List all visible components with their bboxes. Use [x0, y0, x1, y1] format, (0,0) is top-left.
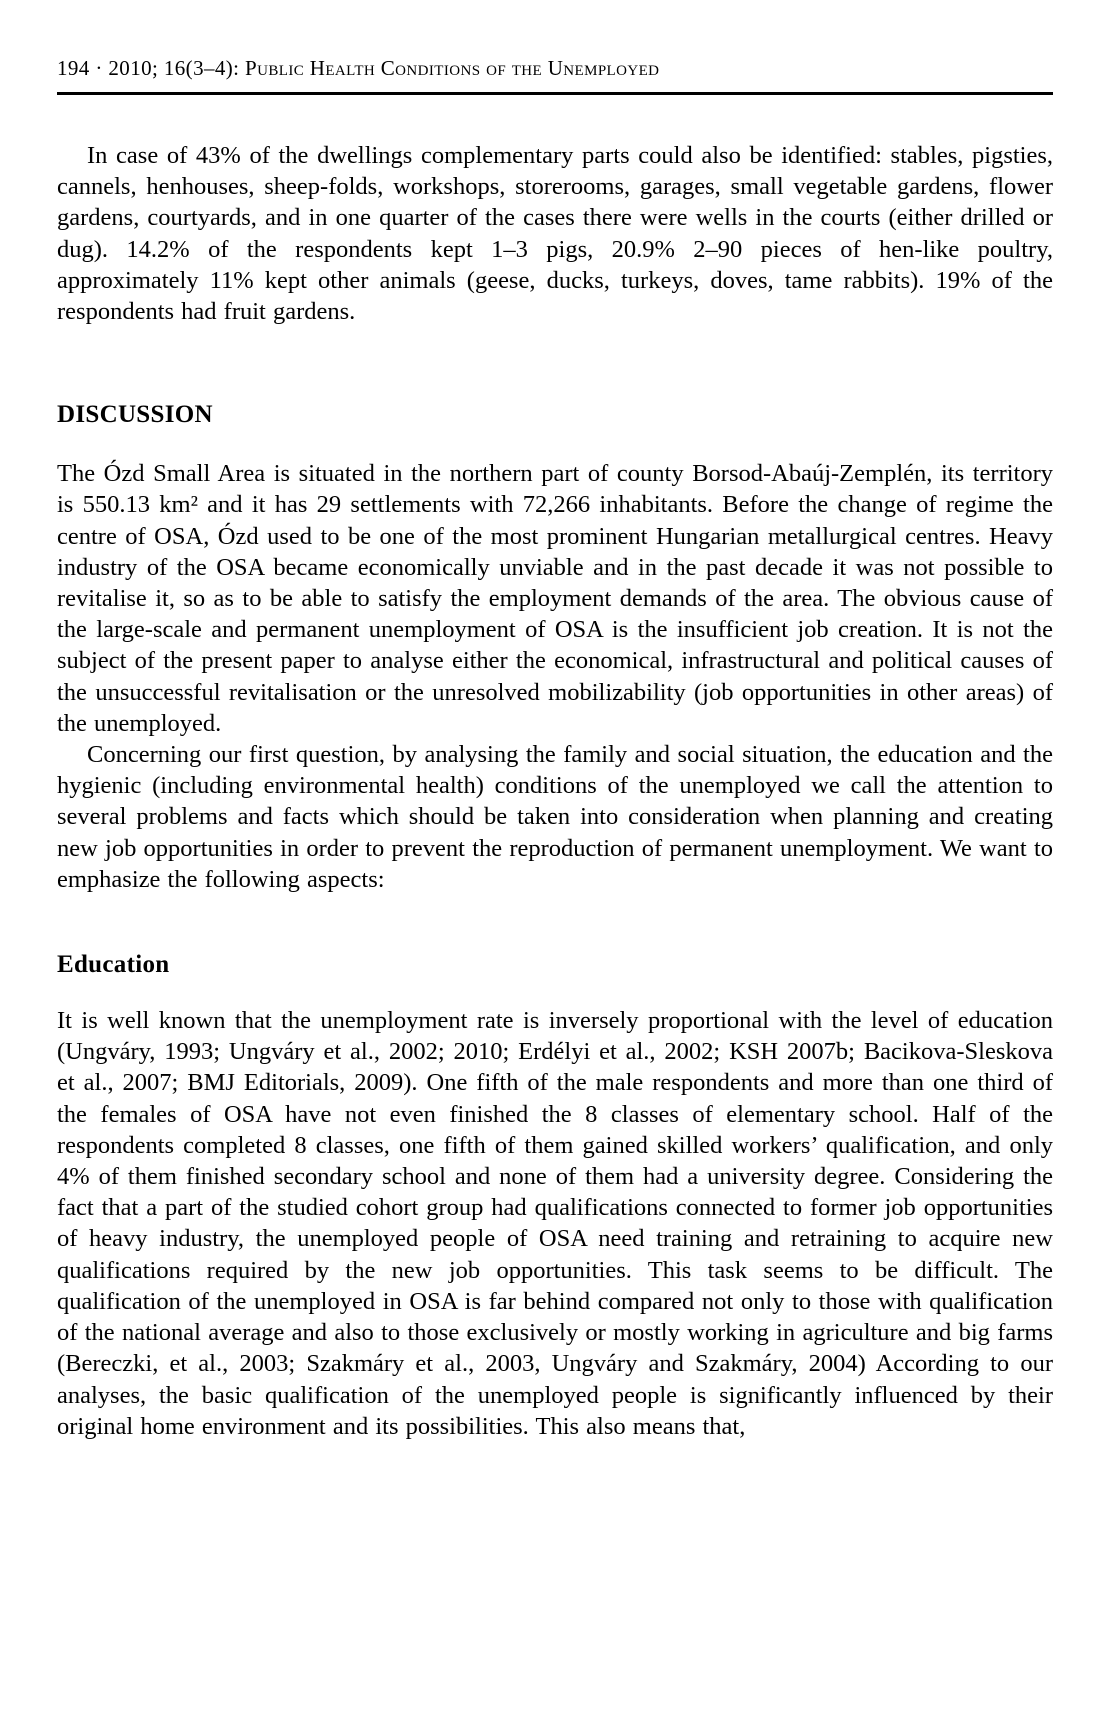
paragraph-education: It is well known that the unemployment rate is inversely proportional with the level of education (Ungváry, 1993; Ungváry et al., 2002; 2010; Erdélyi et al., 2002; KSH 2007b; Bacikova-Sleskova et al., 2007; BMJ Editorials, 2009). One fifth of the male respondents and more than one third of the females of OSA have not even finished the 8 classes of elementary school. Half of the respondents completed 8 classes, one fifth of them gained skilled workers’ qualification, and only 4% of them finished secondary school and none of them had a university degree. Considering the fact that a part of the studied cohort group had qualifications connected to former job opportunities of heavy industry, the unemployed people of OSA need training and retraining to acquire new qualifications required by the new job opportunities. This task seems to be difficult. The qualification of the unemployed in OSA is far behind compared not only to those with qualification of the national average and also to those exclusively or mostly working in agriculture and big farms (Bereczki, et al., 2003; Szakmáry et al., 2003, Ungváry and Szakmáry, 2004) According to our analyses, the basic qualification of the unemployed people is significantly influenced by their original home environment and its possibilities. This also means that,: [57, 1007, 1053, 1440]
page-content: [57, 56, 1053, 1442]
running-header: 194 · 2010; 16(3–4): Public Health Conditions of the Unemployed: [57, 56, 1053, 95]
discussion-heading: DISCUSSION: [57, 401, 213, 429]
paragraph-osa-overview: The Ózd Small Area is situated in the northern part of county Borsod-Abaúj-Zemplén, its territory is 550.13 km² and it has 29 settlements with 72,266 inhabitants. Before the change of regime the centre of OSA, Ózd used to be one of the most prominent Hungarian metallurgical centres. Heavy industry of the OSA became economically unviable and in the past decade it was not possible to revitalise it, so as to be able to satisfy the employment demands of the area. The obvious cause of the large-scale and permanent unemployment of OSA is the insufficient job creation. It is not the subject of the present paper to analyse either the economical, infrastructural and political causes of the unsuccessful revitalisation or the unresolved mobilizability (job opportunities in other areas) of the unemployed.: [57, 460, 1053, 737]
education-heading: Education: [57, 951, 170, 979]
paragraph-concerning-question: Concerning our first question, by analysing the family and social situation, the education and the hygienic (including environmental health) conditions of the unemployed we call the attention to several problems and facts which should be taken into consideration when planning and creating new job opportunities in order to prevent the reproduction of permanent unemployment. We want to emphasize the following aspects:: [57, 741, 1053, 893]
paragraph-dwellings: In case of 43% of the dwellings complementary parts could also be identified: stables, pigsties, cannels, henhouses, sheep-folds, workshops, storerooms, garages, small vegetable gardens, flower gardens, courtyards, and in one quarter of the cases there were wells in the courts (either drilled or dug). 14.2% of the respondents kept 1–3 pigs, 20.9% 2–90 pieces of hen-like poultry, approximately 11% kept other animals (geese, ducks, turkeys, doves, tame rabbits). 19% of the respondents had fruit gardens.: [57, 142, 1053, 326]
